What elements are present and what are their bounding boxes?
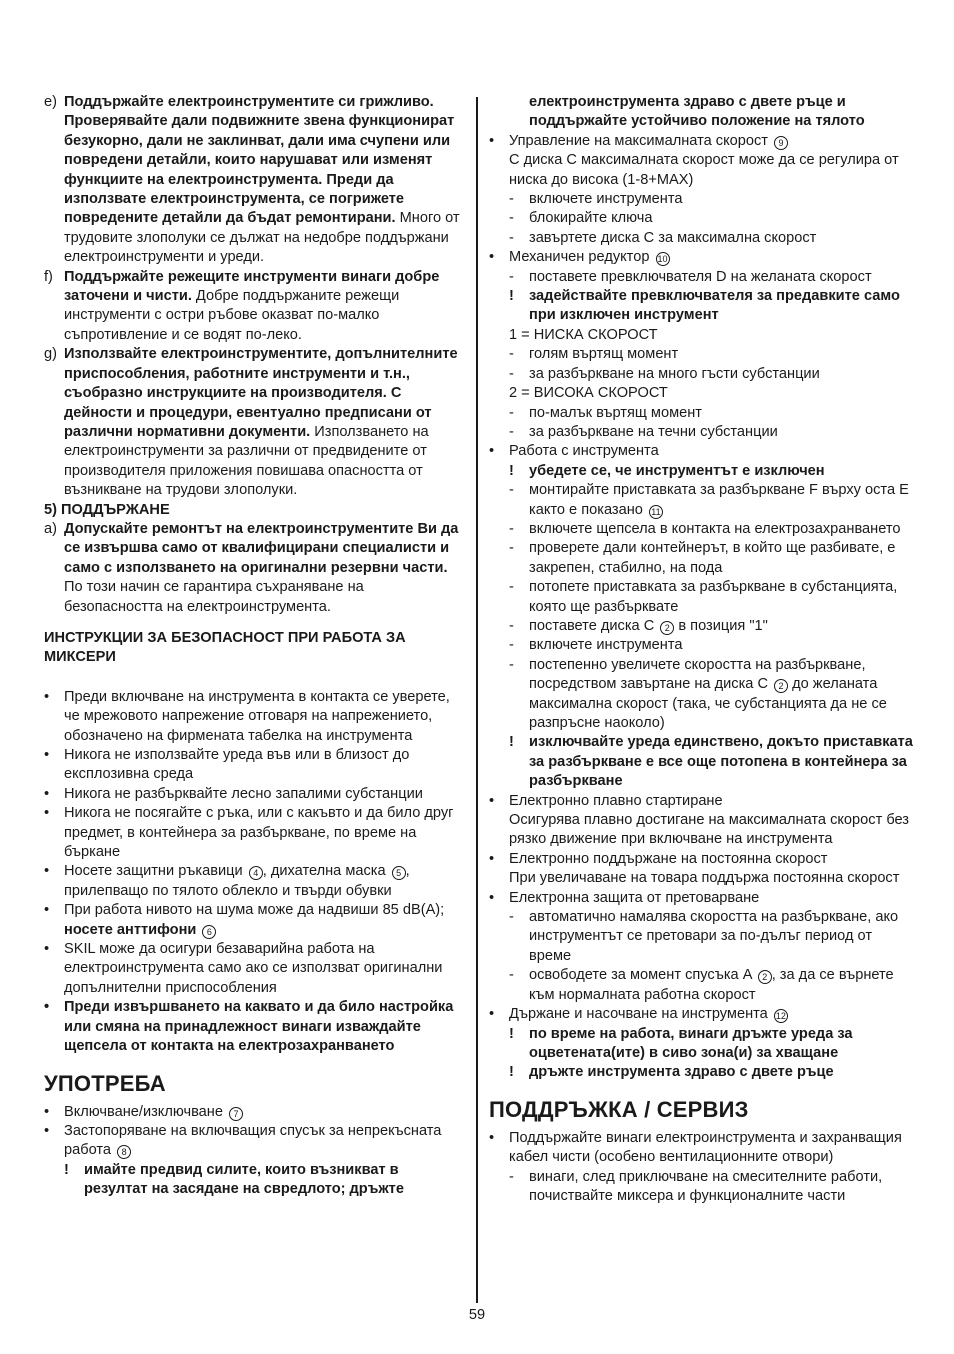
item-text: С диска C максималната скорост може да се регулира от ниска до висока (1-8+MAX) [509,152,899,188]
item-text: Държане и насочване на инструмента [509,1006,768,1023]
item-text: монтирайте приставката за разбъркване F върху оста E както е показано [529,482,909,518]
item-text: винаги, след приключване на смесителните работи, почиствайте миксера и функционалните части [529,1168,883,1204]
callout-number: 6 [202,925,216,939]
sub-item [489,365,913,384]
bullet: • [44,805,50,822]
bullet: • [44,688,50,705]
warning-item [489,462,913,481]
dash: - [509,404,514,421]
item-text: , дихателна маска [262,863,386,880]
item-text: поставете диска C [529,617,655,634]
callout-number: 11 [649,505,663,519]
item-marker: e) [44,94,57,110]
bullet: • [489,443,495,460]
item-text: поставете превключвателя D на желаната скорост [529,268,872,285]
item-text: 2 = ВИСОКА СКОРОСТ [509,385,668,402]
list-item-e [44,93,466,268]
list-item [44,804,466,862]
callout-number: 5 [392,866,406,880]
callout-number: 8 [117,1145,131,1159]
bullet: • [489,792,495,809]
item-text: , за да се върнете към нормалната работна скорост [529,967,894,1003]
bullet: • [44,999,50,1016]
item-marker: f) [44,268,53,285]
callout-number: 4 [249,866,263,880]
list-item [44,688,466,746]
item-bold-text: Използвайте електроинструментите, допълнителните приспособления, работните инструменти и т.н., съобразно инструкциите на производителя. С дейности и процедури, евентуално предписани от различни нормативни документи. [64,346,458,440]
bullet: • [44,941,50,958]
item-text: Никога не разбърквайте лесно запалими субстанции [64,785,423,802]
dash: - [509,210,514,227]
item-marker: g) [44,346,57,363]
item-text: Носете защитни ръкавици [64,863,243,880]
item-text: в позиция "1" [674,617,768,634]
right-column [489,93,913,1206]
bullet: • [44,902,50,919]
item-bold-text: Допускайте ремонтът на електроинструментите Ви да се извършва само от квалифицирани специалисти и само с използването на оригинални резервни части. [64,520,459,576]
dash: - [509,617,514,634]
bullet: • [489,889,495,906]
bullet: • [44,747,50,763]
warning-text: изключвайте уреда единствено, докъто приставката за разбъркване е все още потопена в контейнера за разбъркване [529,734,913,790]
item-text: потопете приставката за разбъркване в субстанцията, която ще разбърквате [529,579,898,615]
warning-item [44,1161,466,1200]
dash: - [509,423,514,440]
item-text: При увеличаване на товара поддържа постоянна скорост [509,870,900,887]
list-item [489,1005,913,1024]
list-item [489,889,913,908]
exclamation-icon: ! [509,1064,514,1081]
item-text: Осигурява плавно достигане на максималната скорост без рязко движение при включване на инструмента [509,812,910,848]
exclamation-icon: ! [509,734,514,751]
list-item-a [44,520,466,617]
sub-item [489,539,913,578]
dash: - [509,637,514,654]
warning-continuation [489,93,913,132]
left-column [44,93,466,1200]
exclamation-icon: ! [509,1025,514,1042]
item-text: включете инструмента [529,637,683,654]
warning-text: по време на работа, винаги дръжте уреда за оцветената(ите) в сиво зона(и) за хващане [529,1025,853,1061]
section-heading-maintenance: 5) ПОДДЪРЖАНЕ [44,501,170,518]
dash: - [509,482,514,499]
page-number: 59 [468,1307,486,1323]
dash: - [509,656,514,673]
item-text: Никога не посягайте с ръка, или с какъвто и да било друг предмет, в контейнера за разбъркване, по време на бъркане [64,805,454,861]
bullet: • [489,132,495,149]
list-item [44,940,466,998]
item-text: Електронно плавно стартиране [509,792,723,809]
dash: - [509,346,514,363]
exclamation-icon: ! [509,288,514,305]
sub-item [489,578,913,617]
item-text: завъртете диска C за максимална скорост [529,229,817,246]
warning-text: имайте предвид силите, които възникват в резултат на засядане на свредлото; дръжте [84,1161,404,1198]
sub-item [489,209,913,228]
list-item [44,785,466,804]
bullet: • [44,1103,50,1120]
sub-item [489,617,913,636]
dash: - [509,365,514,382]
callout-number: 9 [774,136,788,150]
sub-item [489,229,913,248]
warning-item [489,733,913,791]
item-text: за разбъркване на течни субстанции [529,423,778,440]
warning-text: дръжте инструмента здраво с двете ръце [529,1064,834,1081]
dash: - [509,909,514,926]
callout-number: 10 [657,254,668,265]
list-item [489,1129,913,1168]
list-item [44,862,466,901]
list-item-g [44,345,466,500]
bullet: • [489,850,495,867]
item-bold-text: Поддържайте електроинструментите си грижливо. Проверявайте дали подвижните звена функционират безукорно, дали не заклинват, дали има счупени или повредени детайли, които нарушават или изменят функциите на електроинструмента. Преди да използвате електроинструмента, се погрижете повредените детайли да бъдат ремонтирани. [64,94,455,227]
item-text: до желаната максимална скорост (така, че субстанцията да не се разпръсне наоколо) [529,676,887,731]
list-item [44,998,466,1056]
dash: - [509,1168,514,1185]
list-item [489,132,913,190]
warning-item [489,287,913,326]
item-text: Електронна защита от претоварване [509,889,760,906]
list-item [489,850,913,889]
bullet: • [489,1006,495,1023]
sub-item [489,966,913,1005]
item-text: голям въртящ момент [529,346,679,363]
section-heading-mixers: ИНСТРУКЦИИ ЗА БЕЗОПАСНОСТ ПРИ РАБОТА ЗА МИКСЕРИ [44,629,406,666]
item-text: проверете дали контейнерът, в който ще разбивате, е закрепен, стабилно, на пода [529,540,896,576]
sub-item [489,656,913,734]
item-text: Механичен редуктор [509,249,650,266]
warning-item [489,1025,913,1064]
item-text: Включване/изключване [64,1103,223,1120]
list-item [44,901,466,940]
column-divider [476,97,478,1303]
item-text: Поддържайте винаги електроинструмента и захранващия кабел чисти (особено вентилационните отвори) [509,1129,902,1166]
item-text: включете инструмента [529,191,683,208]
dash: - [509,268,514,285]
sub-item [489,423,913,442]
item-bold-text: Преди извършването на каквато и да било настройка или смяна на принадлежност винаги изваждайте щепсела от контакта на електрозахранването [64,999,454,1055]
sub-item [489,520,913,539]
bullet: • [44,1122,50,1139]
sub-item [489,268,913,287]
item-text: Управление на максималната скорост [509,132,768,149]
sub-item [489,345,913,364]
item-text: SKIL може да осигури безаварийна работа на електроинструмента само ако се използват оригинални допълнителни приспособления [64,941,443,996]
item-text: Електронно поддържане на постоянна скорост [509,850,828,867]
item-text: за разбъркване на много гъсти субстанции [529,365,820,382]
item-text: По този начин се гарантира съхраняване на безопасността на електроинструмента. [64,579,364,615]
warning-text: убедете се, че инструментът е изключен [529,462,825,479]
warning-text: задействайте превключвателя за предавките само при изключен инструмент [529,288,900,324]
item-bold-text: Поддържайте режещите инструменти винаги добре заточени и чисти. [64,268,440,305]
dash: - [509,967,514,984]
item-text: освободете за момент спусъка A [529,967,752,984]
sub-item [489,190,913,209]
section-heading-use: УПОТРЕБА [44,1070,166,1096]
dash: - [509,191,514,208]
list-item [489,792,913,850]
bullet: • [44,785,50,802]
callout-number: 12 [775,1011,786,1022]
item-text: по-малък въртящ момент [529,404,702,421]
callout-number: 2 [660,621,674,635]
callout-number: 2 [758,970,772,984]
item-text: Добре поддържаните режещи инструменти с остри ръбове оказват по-малко съпротивление и се водят по-леко. [64,288,400,343]
list-item [44,1103,466,1122]
item-text: Никога не използвайте уреда във или в близост до експлозивна среда [64,747,410,783]
speed-label [489,326,913,345]
item-text: блокирайте ключа [529,210,653,227]
speed-label [489,384,913,403]
list-item [489,442,913,461]
dash: - [509,229,514,246]
item-text: включете щепсела в контакта на електрозахранването [529,520,901,537]
list-item [44,1122,466,1161]
item-text: Застопоряване на включващия спусък за непрекъсната работа [64,1122,442,1159]
item-text: Много от трудовите злополуки се дължат на недобре поддържани електроинструменти и уреди. [64,210,460,266]
warning-text: електроинструмента здраво с двете ръце и поддържайте устойчиво положение на тялото [529,94,865,130]
dash: - [509,579,514,596]
sub-item [489,1168,913,1207]
dash: - [509,520,514,537]
item-text: , прилепващо по тялото облекло и твърди обувки [64,863,410,899]
exclamation-icon: ! [64,1161,69,1178]
warning-item [489,1063,913,1082]
list-item [489,248,913,267]
item-text: постепенно увеличете скоростта на разбъркване, посредством завъртане на диска C [529,656,866,693]
item-text: При работа нивото на шума може да надвиши 85 dB(A); [64,902,445,919]
list-item [44,746,466,785]
item-text: Преди включване на инструмента в контакта се уверете, че мрежовото напрежение отговаря на напрежението, обозначено на фирмената табелка на инструмента [64,688,450,744]
dash: - [509,540,514,557]
sub-item [489,908,913,966]
item-marker: a) [44,520,57,537]
callout-number: 7 [229,1107,243,1121]
callout-number: 2 [774,679,788,693]
bullet: • [44,863,50,880]
bullet: • [489,1129,495,1146]
item-text: автоматично намалява скоростта на разбъркване, ако инструментът се претовари за по-дълъг период от време [529,909,899,964]
sub-item [489,404,913,423]
item-bold-text: носете анттифони [64,921,197,938]
item-text: 1 = НИСКА СКОРОСТ [509,326,658,343]
exclamation-icon: ! [509,462,514,479]
sub-item [489,481,913,520]
list-item-f [44,268,466,346]
item-text: Използването на електроинструменти за различни от предвидените от производителя приложения повишава опасността от възникване на трудови злополуки. [64,423,429,499]
section-heading-service: ПОДДРЪЖКА / СЕРВИЗ [489,1096,749,1122]
item-text: Работа с инструмента [509,443,659,460]
bullet: • [489,249,495,266]
sub-item [489,636,913,655]
